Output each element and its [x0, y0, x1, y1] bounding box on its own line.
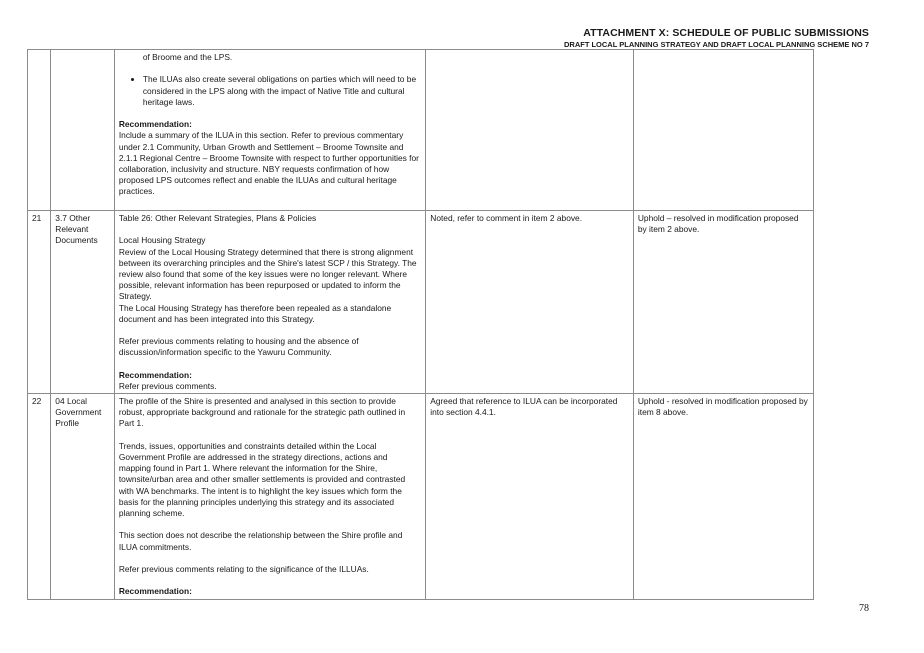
paragraph: Review of the Local Housing Strategy determined that there is strong alignment between its overarching principles and the Shire's latest SCP / this Strategy. The review also found that some of the key issues were no longer relevant. Where possible, relevant information has been repurposed or updated to inform the Strategy.: [118, 246, 417, 302]
paragraph: Trends, issues, opportunities and constraints detailed within the Local Government Profile are addressed in the strategy directions, actions and mapping found in Part 1. Where relevant the information for the Shire, townsite/urban area and other smaller settlements is provided and contrasted with WA benchmarks. The intent is to highlight the key issues which form the basis for the planning principles underlying this strategy and its associated planning scheme.: [118, 440, 406, 519]
recommendation-text: Include a summary of the ILUA in this section. Refer to previous commentary under 2.1 Community, Urban Growth and Settlement – Broome Townsite and 2.1.1 Regional Centre – Broome Townsite with respect to further opportunities for collaboration, inclusivity and structure. NBY requests confirmation of how proposed LPS outcomes reflect and enable the ILUAs and cultural heritage practices.: [118, 130, 419, 197]
table-row: [28, 50, 814, 211]
table-row: [28, 394, 814, 600]
submission-cell: [114, 211, 425, 394]
submission-cell: [114, 394, 425, 600]
item-number-cell: 21: [28, 211, 51, 394]
subheading: Local Housing Strategy: [118, 235, 206, 246]
item-number-cell: 22: [28, 394, 51, 600]
officer-recommendation-cell: Uphold - resolved in modification proposed by item 8 above.: [633, 394, 813, 600]
paragraph: The Local Housing Strategy has therefore been repealed as a standalone document and has been integrated into this Strategy.: [118, 302, 392, 324]
recommendation-text: Refer previous comments.: [118, 381, 217, 391]
response-cell: Agreed that reference to ILUA can be incorporated into section 4.4.1.: [426, 394, 634, 600]
section-cell: [51, 50, 115, 211]
item-number-cell: [28, 50, 51, 211]
header-subtitle: DRAFT LOCAL PLANNING STRATEGY AND DRAFT LOCAL PLANNING SCHEME NO 7: [563, 40, 869, 49]
section-cell: 3.7 Other Relevant Documents: [51, 211, 115, 394]
page-number: 78: [859, 603, 869, 614]
paragraph: The profile of the Shire is presented and analysed in this section to provide robust, appropriate background and rationale for the strategic path outlined in Part 1.: [118, 396, 406, 429]
recommendation-heading: Recommendation:: [118, 369, 192, 380]
submissions-table: [27, 49, 814, 600]
officer-recommendation-cell: Uphold – resolved in modification proposed by item 2 above.: [633, 211, 813, 394]
paragraph: Refer previous comments relating to the significance of the ILLUAs.: [118, 564, 369, 574]
paragraph: This section does not describe the relationship between the Shire profile and ILUA commitments.: [118, 530, 403, 552]
section-cell: 04 Local Government Profile: [51, 394, 115, 600]
list-item: • The ILUAs also create several obligations on parties which will need to be considered in the LPS along with the impact of Native Title and cultural heritage laws.: [143, 74, 421, 108]
officer-recommendation-cell: [633, 50, 813, 211]
document-header: [564, 27, 869, 50]
paragraph: Refer previous comments relating to housing and the absence of discussion/information specific to the Yawuru Community.: [118, 336, 359, 358]
recommendation-heading: Recommendation:: [118, 119, 192, 130]
bullet-list: [119, 74, 421, 108]
submission-cell: [114, 50, 425, 211]
response-cell: Noted, refer to comment in item 2 above.: [426, 211, 634, 394]
continued-line: of Broome and the LPS.: [142, 52, 233, 62]
table-reference: Table 26: Other Relevant Strategies, Plans & Policies: [118, 213, 317, 223]
header-title: ATTACHMENT X: SCHEDULE OF PUBLIC SUBMISSIONS: [583, 27, 869, 39]
table-row: [28, 211, 814, 394]
recommendation-heading: Recommendation:: [118, 586, 192, 597]
response-cell: [426, 50, 634, 211]
